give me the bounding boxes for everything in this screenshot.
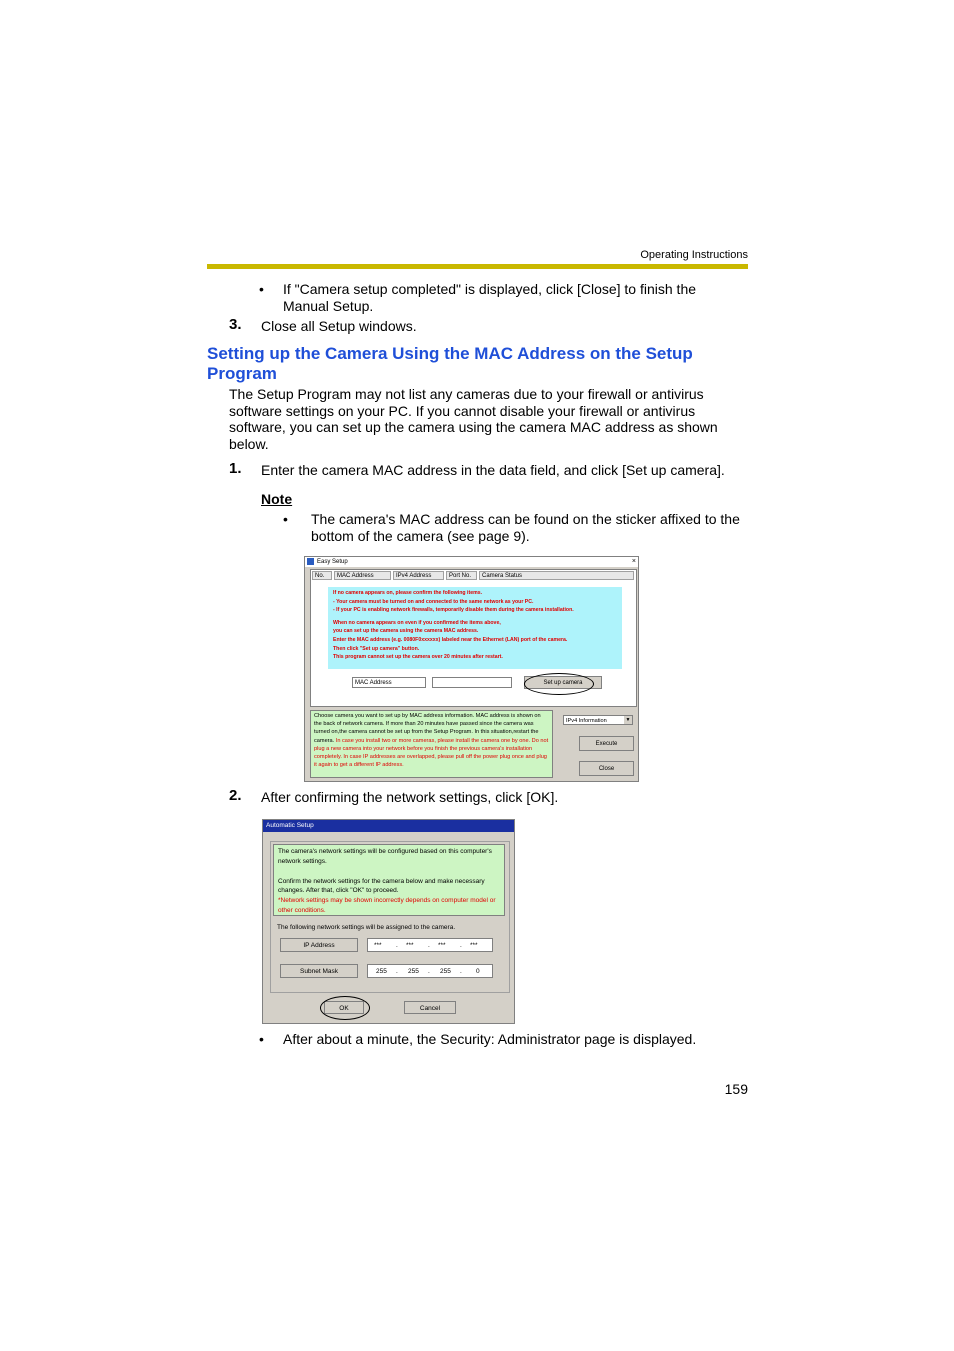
column-header[interactable]: Port No.: [446, 571, 477, 580]
setup-info-panel: [310, 710, 553, 778]
easy-setup-window: [304, 556, 639, 782]
ip-octet: ***: [374, 942, 382, 949]
notice-line: Enter the MAC address (e.g. 0080F0xxxxxx) labeled near the Ethernet (LAN) port of the camera.: [333, 636, 568, 643]
subnet-mask-field[interactable]: [367, 964, 493, 978]
info-warning: *Network settings may be shown incorrectly depends on computer model or other conditions.: [278, 897, 496, 914]
step-1-number: 1.: [229, 460, 242, 477]
ip-dot: .: [460, 942, 462, 949]
chevron-down-icon[interactable]: ▼: [625, 717, 631, 723]
info-warning: In case you install two or more cameras, please install the camera one by one. Do not plug a new camera into your network before you finish the previous camera's installation completely. In case IP addresses are overlapped, please pull off the power plug once and plug it again to get a different IP address.: [314, 737, 549, 769]
step-3-number: 3.: [229, 316, 242, 333]
info-text: Confirm the network settings for the camera below and make necessary changes. After that, click "OK" to proceed.: [278, 877, 485, 895]
step-1-text: Enter the camera MAC address in the data field, and click [Set up camera].: [261, 462, 725, 478]
settings-group: [270, 841, 510, 993]
section-body: The Setup Program may not list any cameras due to your firewall or antivirus software settings on your PC. If you cannot disable your firewall or antivirus software, you can set up the camera using the camera MAC address as shown below.: [229, 386, 718, 452]
mac-address-input[interactable]: [432, 677, 512, 688]
subnet-mask-label: Subnet Mask: [280, 964, 358, 978]
column-header[interactable]: MAC Address: [334, 571, 391, 580]
notice-line: When no camera appears on even if you confirmed the items above,: [333, 619, 501, 626]
note-text: The camera's MAC address can be found on the sticker affixed to the bottom of the camera (see page 9).: [311, 511, 740, 544]
info-spacer: [278, 867, 500, 877]
automatic-setup-window: [262, 819, 515, 1024]
cancel-button[interactable]: Cancel: [404, 1001, 456, 1014]
step-2-text: After confirming the network settings, click [OK].: [261, 789, 559, 805]
highlight-circle: [524, 673, 594, 695]
notice-line: you can set up the camera using the camera MAC address.: [333, 628, 479, 635]
notice-line: - Your camera must be turned on and connected to the same network as your PC.: [333, 598, 534, 605]
notice-line: This program cannot set up the camera over 20 minutes after restart.: [333, 654, 503, 661]
info-text: Choose camera you want to set up by MAC address information. MAC address is shown on the back of network camera. If more than 20 minutes have passed since the camera was turned on,the camera cannot be set up from the Setup Program. In this situation,restart the camera.: [314, 713, 541, 744]
final-bullet-text: After about a minute, the Security: Administrator page is displayed.: [283, 1031, 697, 1047]
notice-line: If no camera appears on, please confirm the following items.: [333, 590, 483, 596]
close-icon[interactable]: ×: [631, 558, 636, 565]
ip-octet: ***: [470, 942, 478, 949]
ip-address-label: IP Address: [280, 938, 358, 952]
section-heading: Setting up the Camera Using the MAC Address on the Setup Program: [207, 344, 693, 383]
ip-octet: ***: [438, 942, 446, 949]
step-2-number: 2.: [229, 787, 242, 804]
column-header[interactable]: IPv4 Address: [393, 571, 444, 580]
select-value: IPv4 Information: [566, 718, 607, 724]
no-camera-notice: [328, 587, 622, 669]
mask-octet: 0: [476, 968, 480, 975]
ip-address-field[interactable]: [367, 938, 493, 952]
highlight-circle: [320, 996, 370, 1020]
mask-dot: .: [460, 968, 462, 975]
app-icon: [307, 558, 314, 565]
notice-line: - If your PC is enabling network firewalls, temporarily disable them during the camera installation.: [333, 607, 574, 614]
execute-button[interactable]: Execute: [579, 736, 634, 751]
mask-octet: 255: [408, 968, 419, 975]
ip-version-select[interactable]: [563, 715, 633, 725]
column-header[interactable]: Camera Status: [479, 571, 634, 580]
note-label: Note: [261, 491, 293, 507]
mask-octet: 255: [376, 968, 387, 975]
bullet-glyph: •: [259, 1031, 264, 1047]
window-title: Automatic Setup: [263, 820, 514, 832]
bullet-glyph: •: [283, 511, 288, 527]
intro-bullet-text: If "Camera setup completed" is displayed, click [Close] to finish the Manual Setup.: [283, 281, 697, 314]
assign-text: The following network settings will be assigned to the camera.: [277, 924, 456, 931]
ok-button[interactable]: OK: [324, 1001, 364, 1014]
camera-list[interactable]: [310, 569, 637, 707]
ip-dot: .: [396, 942, 398, 949]
title-bar: [305, 557, 638, 567]
info-text: The camera's network settings will be configured based on this computer's network settings.: [278, 848, 492, 865]
notice-line: Then click "Set up camera" button.: [333, 645, 420, 652]
running-header: Operating Instructions: [640, 249, 748, 261]
set-up-camera-button[interactable]: Set up camera: [524, 676, 602, 689]
step-3-text: Close all Setup windows.: [261, 318, 417, 334]
auto-setup-info: [273, 844, 505, 916]
ip-octet: ***: [406, 942, 414, 949]
mask-dot: .: [396, 968, 398, 975]
close-button[interactable]: Close: [579, 761, 634, 776]
ip-dot: .: [428, 942, 430, 949]
header-rule: [207, 264, 748, 269]
mask-dot: .: [428, 968, 430, 975]
window-title: Easy Setup: [317, 559, 348, 565]
bullet-glyph: •: [259, 281, 264, 297]
mask-octet: 255: [440, 968, 451, 975]
column-header[interactable]: No.: [312, 571, 332, 580]
page-number: 159: [724, 1081, 748, 1097]
mac-address-label: MAC Address: [352, 677, 426, 688]
